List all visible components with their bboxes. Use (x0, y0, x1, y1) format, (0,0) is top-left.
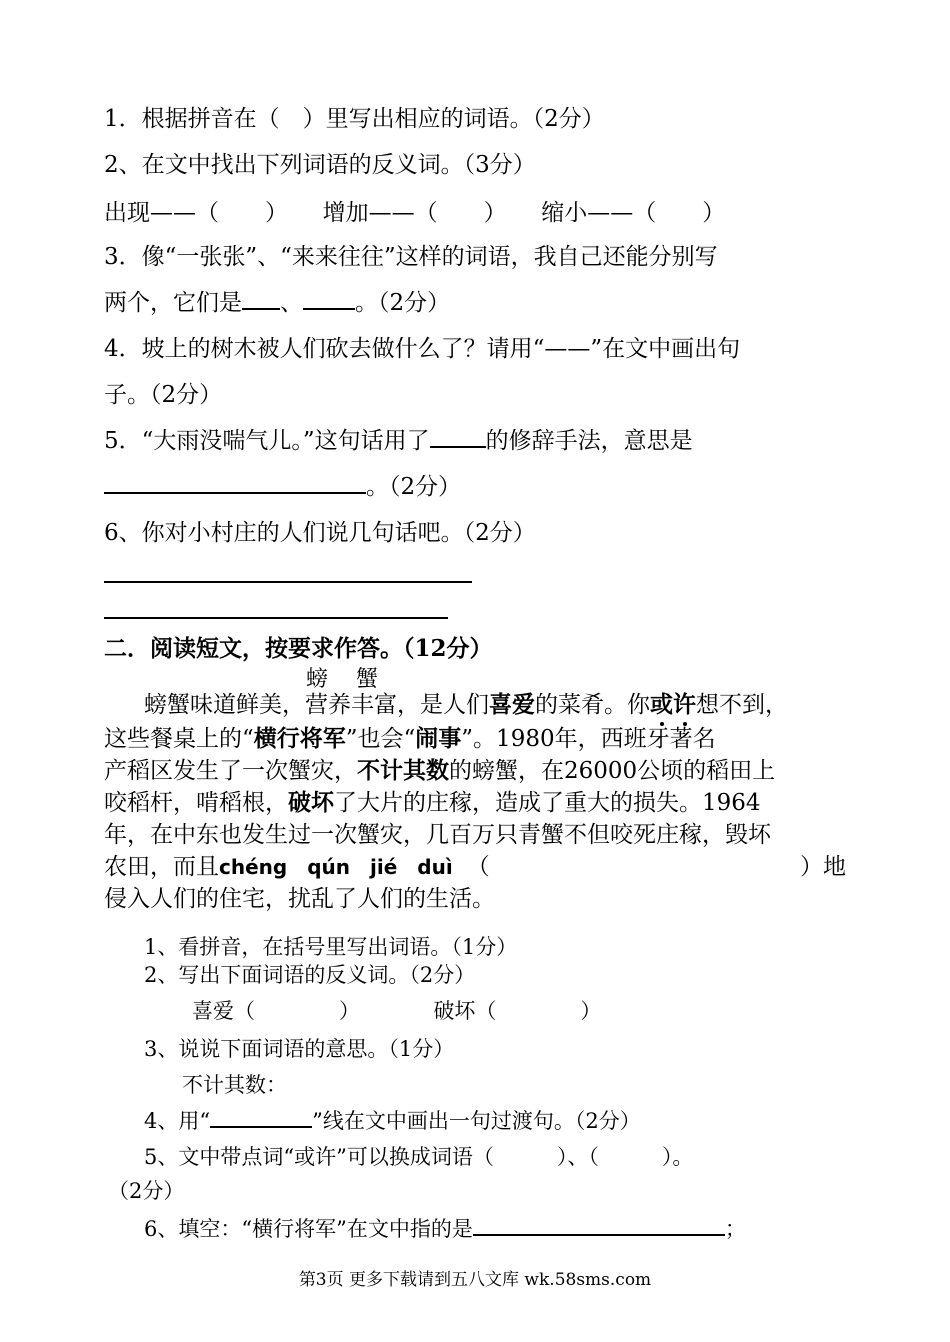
question-3-score: 。（2分） (355, 290, 451, 316)
text: 这些餐桌上的“ (104, 726, 254, 752)
answer-blank[interactable] (210, 1106, 312, 1128)
question-2-items (104, 198, 725, 228)
text: 了大片的庄稼，造成了重大的损失。1964 (334, 790, 761, 816)
text: 螃蟹味道鲜美，营养丰富，是人们 (144, 692, 489, 718)
text: ”线在文中画出一句过渡句。（2分） (312, 1109, 641, 1133)
passage-line (104, 724, 716, 754)
question-6: 6、你对小村庄的人们说几句话吧。（2分） (104, 520, 536, 546)
bracket-open: （ (466, 854, 490, 880)
sub-question-2-items (192, 996, 601, 1026)
antonym-item: 增加——（ ） (322, 200, 507, 226)
bold-word: 闹事 (415, 725, 462, 752)
bracket-close: ）地 (800, 854, 846, 880)
question-4-line1: 4．坡上的树木被人们砍去做什么了？请用“——”在文中画出句 (104, 336, 741, 362)
question-4-line2: 子。（2分） (104, 382, 223, 408)
text: 产稻区发生了一次蟹灾， (104, 758, 357, 784)
answer-blank[interactable] (430, 426, 486, 448)
sub-question-5: 5、文中带点词“或许”可以换成词语（ ）、（ ）。 (144, 1145, 694, 1169)
page-footer: 第3页 更多下载请到五八文库 wk.58sms.com (298, 1270, 652, 1290)
answer-blank[interactable] (104, 472, 366, 494)
passage-line: 侵入人们的住宅，扰乱了人们的生活。 (104, 886, 495, 912)
bold-word: 不计其数 (357, 757, 449, 784)
question-5-score: 。（2分） (366, 474, 462, 500)
text: 的菜肴。你 (535, 692, 650, 718)
bold-word: 喜爱 (489, 691, 535, 718)
question-5-text-b: 的修辞手法，意思是 (485, 428, 693, 454)
sub-question-3-item: 不计其数： (182, 1073, 287, 1097)
answer-blank[interactable] (473, 1214, 725, 1236)
text: 想不到， (696, 692, 788, 718)
sub-question-4 (144, 1106, 641, 1136)
answer-blank[interactable] (242, 288, 280, 310)
antonym-item: 破坏（ ） (433, 999, 602, 1023)
question-3-text: 两个，它们是 (104, 290, 242, 316)
sub-question-2: 2、写出下面词语的反义词。（2分） (144, 963, 476, 987)
passage-line (104, 756, 775, 786)
bold-word: 横行将军 (253, 725, 346, 752)
passage-title: 螃蟹 (306, 667, 407, 692)
question-1: 1．根据拼音在（ ）里写出相应的词语。（2分） (104, 106, 605, 132)
answer-line[interactable] (104, 581, 472, 583)
text: 咬稻杆，啃稻根， (104, 790, 288, 816)
question-5-line1 (104, 426, 693, 456)
passage-line (104, 788, 761, 818)
sub-question-6 (144, 1214, 746, 1244)
passage-line (104, 852, 846, 882)
passage-line: 年，在中东也发生过一次蟹灾，几百万只青蟹不但咬死庄稼，毁坏 (104, 822, 771, 848)
passage-line (144, 690, 788, 720)
text: ”。1980年，西班牙著名 (461, 726, 716, 752)
section-heading: 二．阅读短文，按要求作答。（12分） (104, 635, 493, 662)
answer-blank[interactable] (303, 288, 355, 310)
question-3-line1: 3．像“一张张”、“来来往往”这样的词语，我自己还能分别写 (104, 244, 718, 270)
text: ； (724, 1217, 746, 1241)
antonym-item: 出现——（ ） (104, 200, 288, 226)
sub-question-1: 1、看拼音，在括号里写出词语。（1分） (144, 935, 518, 959)
sub-question-5-score: （2分） (108, 1179, 185, 1203)
question-3-line2 (104, 288, 450, 318)
sub-question-3: 3、说说下面词语的意思。（1分） (144, 1037, 455, 1061)
text: 6、填空：“横行将军”在文中指的是 (144, 1217, 473, 1241)
answer-line[interactable] (104, 617, 448, 619)
question-3-sep: 、 (280, 290, 303, 316)
text: 4、用“ (144, 1109, 211, 1133)
bold-word: 破坏 (288, 789, 334, 816)
text: ”也会“ (345, 726, 416, 752)
dotted-char: 或 (650, 691, 673, 718)
question-5-line2 (104, 472, 461, 502)
antonym-item: 喜爱（ ） (192, 999, 360, 1023)
question-5-text: 5．“大雨没喘气儿。”这句话用了 (104, 428, 430, 454)
dotted-char: 许 (673, 691, 696, 718)
pinyin: chéng qún jié duì (219, 855, 453, 879)
question-2: 2、在文中找出下列词语的反义词。（3分） (104, 152, 536, 178)
text: 农田，而且 (104, 854, 219, 880)
text: 的螃蟹，在26000公顷的稻田上 (449, 758, 776, 784)
antonym-item: 缩小——（ ） (541, 200, 726, 226)
